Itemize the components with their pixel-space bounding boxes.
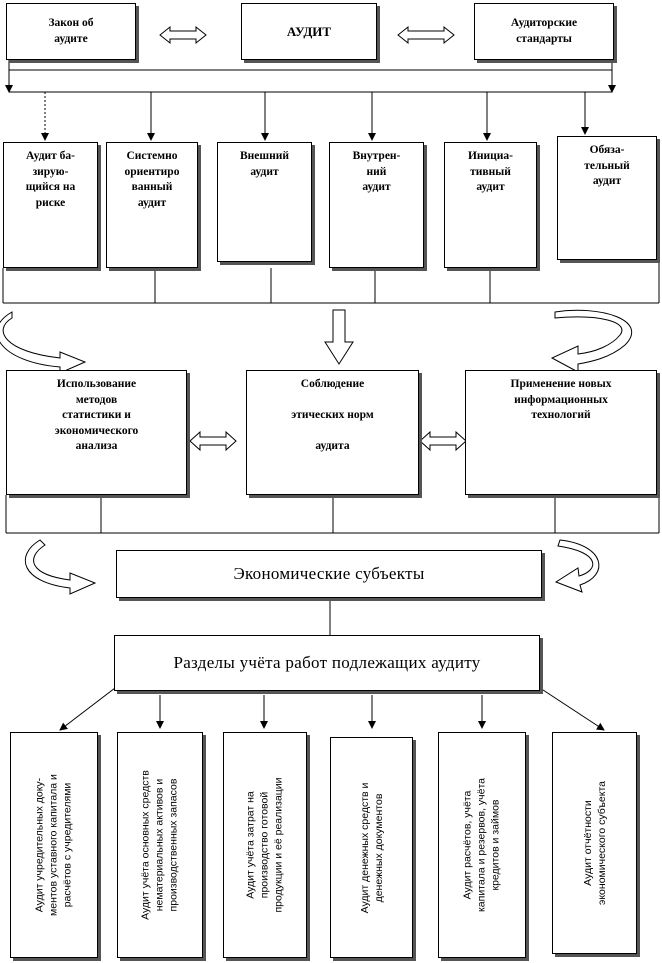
audit-box <box>241 3 377 60</box>
audit-type-mandatory <box>557 136 657 260</box>
audit-type-initiative <box>444 142 537 268</box>
section-cash <box>330 737 413 958</box>
law-label: Закон об аудите <box>48 16 94 45</box>
section-label: Аудит отчётности экономического субъекта <box>581 780 608 906</box>
audit-type-label: Обяза- тельный аудит <box>584 144 630 188</box>
section-label: Аудит учёта основных средств нематериальных активов и производственных запасов <box>139 770 181 920</box>
section-production-costs <box>223 732 307 958</box>
audit-type-label: Аудит ба- зирую- щийся на риске <box>25 150 76 209</box>
section-founding-docs <box>10 732 98 958</box>
audit-type-label: Системно ориентиро ванный аудит <box>124 150 180 209</box>
section-label: Аудит учёта затрат на производство готовой продукции и её реализации <box>244 777 286 913</box>
standards-box <box>474 3 614 60</box>
audit-type-risk <box>3 142 98 268</box>
sections-title-label: Разделы учёта работ подлежащих аудиту <box>173 652 481 672</box>
section-settlements <box>438 732 526 958</box>
principle-statistics <box>6 370 187 495</box>
section-fixed-assets <box>117 732 203 958</box>
principle-label: Использование методов статистики и экономического анализа <box>54 378 139 453</box>
audit-label: АУДИТ <box>286 23 332 39</box>
section-label: Аудит денежных средств и денежных документов <box>358 782 385 913</box>
audit-type-external <box>217 142 312 262</box>
economic-subjects-label: Экономические субъекты <box>233 563 425 583</box>
audit-type-label: Инициа- тивный аудит <box>467 150 514 194</box>
economic-subjects-box <box>116 550 542 598</box>
audit-type-system <box>106 142 198 268</box>
sections-title-box <box>114 635 540 691</box>
principle-ethics <box>246 370 419 495</box>
principle-label: Соблюдение этических норм аудита <box>291 378 374 453</box>
section-label: Аудит учредительных доку- ментов уставного капитала и расчётов с учредителями <box>33 774 75 916</box>
audit-type-label: Внешний аудит <box>240 150 289 178</box>
principle-label: Применение новых информационных технологий <box>510 378 612 422</box>
principle-it <box>465 370 657 495</box>
audit-type-internal <box>329 142 424 268</box>
audit-type-label: Внутрен- ний аудит <box>352 150 401 194</box>
law-box <box>6 3 136 60</box>
section-reporting <box>552 732 637 954</box>
section-label: Аудит расчётов, учёта капитала и резервов, учёта кредитов и займов <box>461 777 503 913</box>
standards-label: Аудиторские стандарты <box>510 16 578 45</box>
